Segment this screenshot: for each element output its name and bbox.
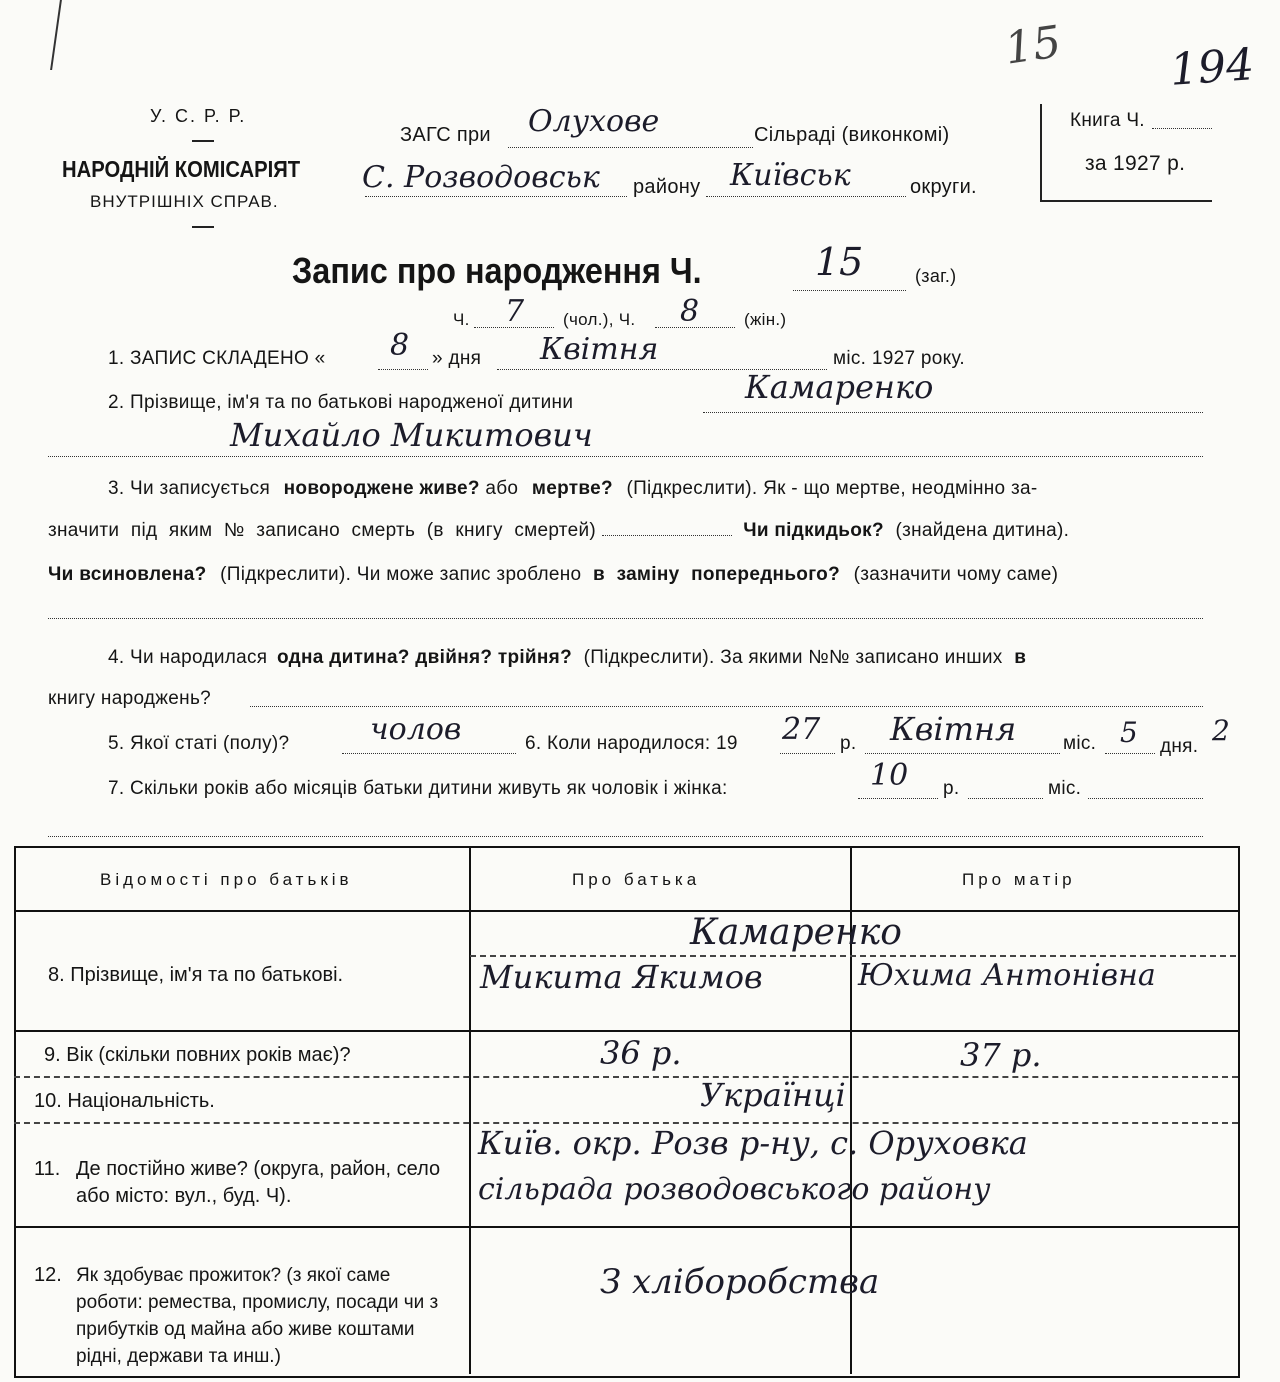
commissariat-title: НАРОДНІЙ КОМІСАРІЯТ	[62, 156, 301, 182]
usrr-label: У. С. Р. Р.	[150, 106, 247, 126]
item-4-blank-line	[250, 706, 1203, 707]
table-row-rule-8	[14, 1030, 1238, 1032]
table-row-11-num: 11.	[34, 1158, 61, 1180]
item-4-count: одна дитина? двійня? трійня?	[277, 647, 572, 668]
page-title: Запис про народження Ч.	[292, 250, 702, 291]
hw-item-6-day: 5	[1120, 716, 1138, 749]
hw-item-7: 10	[870, 758, 909, 793]
corner-mark-top-left	[0, 0, 62, 70]
item-2-label: 2. Прізвище, ім'я та по батькові народженої дитини	[108, 392, 574, 413]
table-row-12-label: Як здобуває прожиток? (з якої саме роботи: ремества, промислу, посади чи з прибутків од майна або живе коштами рідні, держави та инш.)	[76, 1265, 439, 1367]
item-5-label: 5. Якої статі (полу)?	[108, 733, 290, 754]
district-label: району	[633, 176, 701, 198]
item-4-d: в	[1014, 647, 1027, 668]
item-3-line-1	[108, 478, 1037, 500]
village-council-label: Сільраді (виконкомі)	[754, 124, 950, 146]
header-divider-1	[192, 140, 214, 142]
item-3-j: (Підкреслити). Чи може запис зроблено	[220, 564, 582, 585]
item-2-line-2	[48, 456, 1203, 457]
item-2-line-1	[703, 412, 1203, 413]
table-row-10-label: 10. Національність.	[34, 1090, 215, 1112]
hw-corner-right: 194	[1168, 39, 1256, 96]
general-label: (заг.)	[915, 266, 957, 286]
table-row-11-label: Де постійно живе? (округа, район, село або місто: вул., буд. Ч).	[76, 1158, 441, 1207]
book-year: за 1927 р.	[1085, 152, 1186, 175]
hw-r12: З хліборобства	[600, 1262, 880, 1302]
hw-item-1-day: 8	[390, 328, 410, 363]
item-7-year-line	[858, 798, 938, 799]
okrug-label: округи.	[910, 176, 977, 198]
item-6-day: дня.	[1160, 736, 1199, 757]
zags-label: ЗАГС при	[400, 124, 491, 146]
item-7-r: р.	[943, 778, 960, 799]
item-3-a: 3. Чи записується	[108, 478, 271, 499]
hw-r9-father: 36 р.	[600, 1034, 682, 1072]
item-1-day-line	[378, 369, 428, 370]
table-row-rule-11	[14, 1226, 1238, 1228]
item-7-mis: міс.	[1048, 778, 1082, 799]
book-line	[1152, 128, 1212, 129]
item-6-r: р.	[840, 733, 857, 754]
table-row-12-num: 12.	[34, 1264, 62, 1286]
item-3-line-2	[48, 520, 1069, 542]
hw-item-1-month: Квітня	[540, 332, 659, 367]
hw-corner-top: 15	[1001, 16, 1065, 75]
hw-item-6-extra: 2	[1212, 714, 1230, 747]
hw-female: 8	[680, 294, 700, 329]
hw-male: 7	[505, 294, 525, 329]
item-7-month-line	[968, 798, 1043, 799]
table-col-info: Відомості про батьків	[100, 870, 353, 889]
hw-item-2-surname: Камаренко	[745, 368, 934, 406]
hw-district: С. Розводовськ	[362, 160, 600, 195]
okrug-line	[706, 196, 906, 197]
item-3-h: (знайдена дитина).	[895, 520, 1070, 541]
hw-title-number: 15	[815, 240, 864, 284]
item-3-adopted: Чи всиновлена?	[48, 564, 207, 585]
hw-r8-mother: Юхима Антонівна	[858, 958, 1156, 993]
item-3-alive: новороджене живе?	[283, 478, 480, 499]
item-6-label: 6. Коли народилося: 19	[525, 733, 738, 754]
hw-r11-line1: Київ. окр. Розв р-ну, с. Оруховка	[478, 1124, 1028, 1162]
internal-affairs: ВНУТРІШНІХ СПРАВ.	[90, 192, 279, 211]
table-col-divider-1	[469, 848, 471, 1374]
item-3-line-3	[48, 564, 1058, 586]
village-line	[508, 147, 753, 148]
item-7-tail-line	[1088, 798, 1203, 799]
book-label: Книга Ч.	[1070, 110, 1145, 131]
item-5-line	[342, 753, 516, 754]
table-row-rule-9	[14, 1076, 1238, 1078]
hw-r8-father: Микита Якимов	[480, 958, 763, 996]
table-col-mother: Про матір	[962, 870, 1076, 889]
item-1-day: » дня	[432, 348, 482, 369]
table-row-8-label: 8. Прізвище, ім'я та по батькові.	[48, 964, 344, 986]
header-divider-2	[192, 226, 214, 228]
item-7-blank-line	[48, 836, 1203, 837]
item-6-year-line	[780, 753, 835, 754]
item-4-line-2: книгу народжень?	[48, 688, 212, 709]
item-3-f: значити під яким № записано смерть (в книгу смертей)	[48, 520, 596, 541]
item-6-mis: міс.	[1063, 733, 1097, 754]
item-3-dead: мертве?	[531, 478, 613, 499]
hw-r9-mother: 37 р.	[960, 1036, 1042, 1074]
item-6-month-line	[865, 753, 1060, 754]
male-label: (чол.), Ч.	[563, 310, 636, 329]
hw-item-6-year: 27	[782, 712, 821, 747]
district-line	[365, 196, 627, 197]
item-3-e: (Підкреслити). Як - що мертве, неодмінно за-	[626, 478, 1038, 499]
item-4-c: (Підкреслити). За якими №№ записано инших	[583, 647, 1003, 668]
item-3-replacement: в заміну попереднього?	[593, 564, 840, 585]
item-3-foundling: Чи підкидьок?	[743, 520, 884, 541]
item-3-or: або	[485, 478, 519, 499]
hw-r10: Українці	[700, 1076, 846, 1114]
hw-item-2-name: Михайло Микитович	[230, 416, 593, 454]
item-3-l: (зазначити чому саме)	[853, 564, 1059, 585]
ch-label: Ч.	[453, 310, 470, 329]
item-4-a: 4. Чи народилася	[108, 647, 268, 668]
table-r8-inner-rule	[470, 955, 1236, 957]
title-number-line	[793, 290, 906, 291]
hw-r11-line2: сільрада розводовського району	[478, 1172, 991, 1207]
female-label: (жін.)	[744, 310, 787, 329]
table-row-9-label: 9. Вік (скільки повних років має)?	[44, 1044, 351, 1066]
hw-village: Олухове	[528, 104, 660, 139]
item-6-day-line	[1105, 753, 1155, 754]
item-1-prefix: 1. ЗАПИС СКЛАДЕНО «	[108, 348, 326, 369]
hw-item-6-month: Квітня	[890, 710, 1017, 748]
item-3-blank-line	[48, 618, 1203, 619]
hw-r8-surname: Камаренко	[690, 912, 902, 953]
item-7-label: 7. Скільки років або місяців батьки дитини живуть як чоловік і жінка:	[108, 778, 728, 799]
table-col-father: Про батька	[572, 870, 701, 889]
item-4-line-1	[108, 647, 1026, 669]
hw-item-5: чолов	[370, 712, 462, 747]
table-header-rule	[14, 910, 1238, 912]
hw-okrug: Київськ	[730, 158, 851, 193]
item-1-month: міс. 1927 року.	[833, 348, 965, 369]
